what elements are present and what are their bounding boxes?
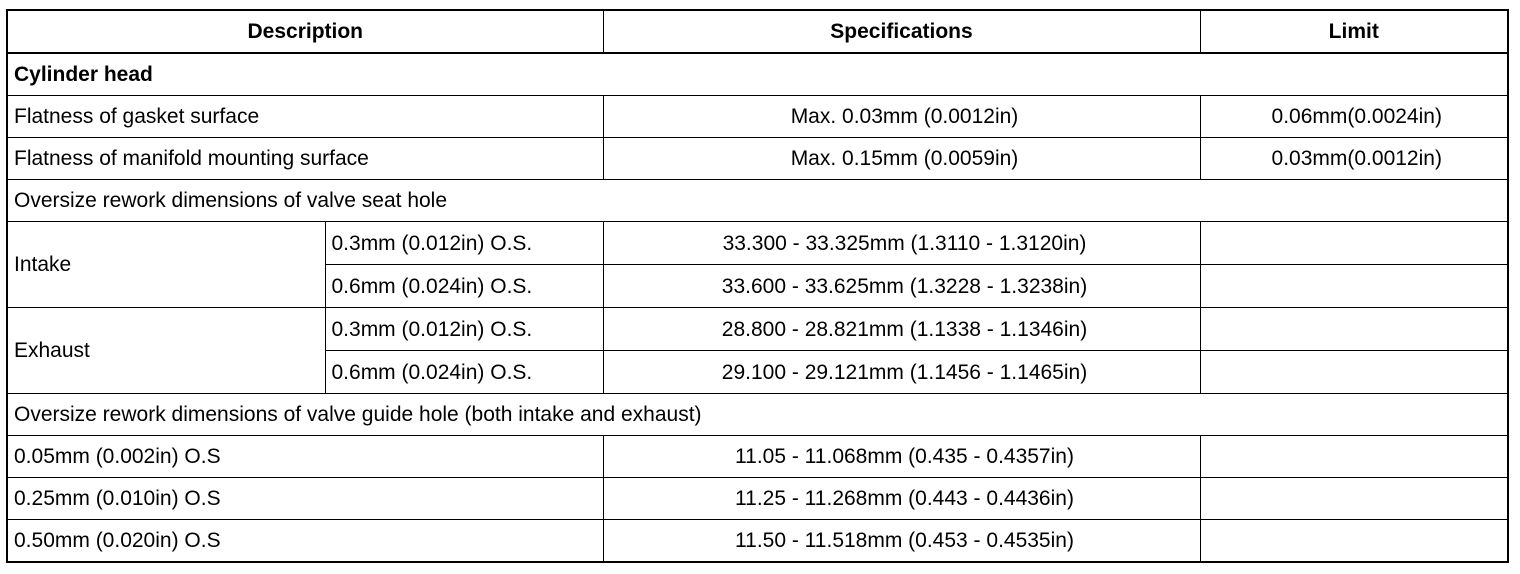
header-specifications: Specifications	[603, 10, 1200, 53]
row-limit: 0.03mm(0.0012in)	[1200, 138, 1508, 180]
row-limit: 0.06mm(0.0024in)	[1200, 96, 1508, 138]
row-description: Flatness of gasket surface	[7, 96, 603, 138]
oversize-size: 0.6mm (0.024in) O.S.	[325, 265, 603, 308]
header-description: Description	[7, 10, 603, 53]
section-row	[7, 53, 1508, 96]
table-row	[7, 222, 1508, 265]
row-spec: 11.05 - 11.068mm (0.435 - 0.4357in)	[603, 436, 1200, 478]
table-row	[7, 478, 1508, 520]
row-spec: 33.300 - 33.325mm (1.3110 - 1.3120in)	[603, 222, 1200, 265]
oversize-size: 0.3mm (0.012in) O.S.	[325, 308, 603, 351]
section-cylinder-head: Cylinder head	[7, 53, 1508, 96]
row-description: Flatness of manifold mounting surface	[7, 138, 603, 180]
header-row	[7, 10, 1508, 53]
header-limit: Limit	[1200, 10, 1508, 53]
row-spec: 11.50 - 11.518mm (0.453 - 0.4535in)	[603, 520, 1200, 563]
section-valve-guide: Oversize rework dimensions of valve guide hole (both intake and exhaust)	[7, 394, 1508, 436]
row-limit	[1200, 265, 1508, 308]
row-spec: 29.100 - 29.121mm (1.1456 - 1.1465in)	[603, 351, 1200, 394]
row-spec: 33.600 - 33.625mm (1.3228 - 1.3238in)	[603, 265, 1200, 308]
cylinder-head-spec-table	[6, 9, 1509, 563]
table-row	[7, 308, 1508, 351]
row-spec: Max. 0.15mm (0.0059in)	[603, 138, 1200, 180]
row-limit	[1200, 520, 1508, 563]
section-row	[7, 394, 1508, 436]
exhaust-label: Exhaust	[7, 308, 325, 394]
row-spec: Max. 0.03mm (0.0012in)	[603, 96, 1200, 138]
section-row	[7, 180, 1508, 222]
oversize-size: 0.3mm (0.012in) O.S.	[325, 222, 603, 265]
row-limit	[1200, 436, 1508, 478]
table-row	[7, 520, 1508, 563]
oversize-size: 0.50mm (0.020in) O.S	[7, 520, 603, 563]
oversize-size: 0.25mm (0.010in) O.S	[7, 478, 603, 520]
section-valve-seat: Oversize rework dimensions of valve seat hole	[7, 180, 1508, 222]
row-limit	[1200, 351, 1508, 394]
row-limit	[1200, 222, 1508, 265]
row-limit	[1200, 478, 1508, 520]
intake-label: Intake	[7, 222, 325, 308]
table-row	[7, 436, 1508, 478]
table-row	[7, 96, 1508, 138]
row-spec: 28.800 - 28.821mm (1.1338 - 1.1346in)	[603, 308, 1200, 351]
table-row	[7, 138, 1508, 180]
row-spec: 11.25 - 11.268mm (0.443 - 0.4436in)	[603, 478, 1200, 520]
row-limit	[1200, 308, 1508, 351]
oversize-size: 0.6mm (0.024in) O.S.	[325, 351, 603, 394]
oversize-size: 0.05mm (0.002in) O.S	[7, 436, 603, 478]
